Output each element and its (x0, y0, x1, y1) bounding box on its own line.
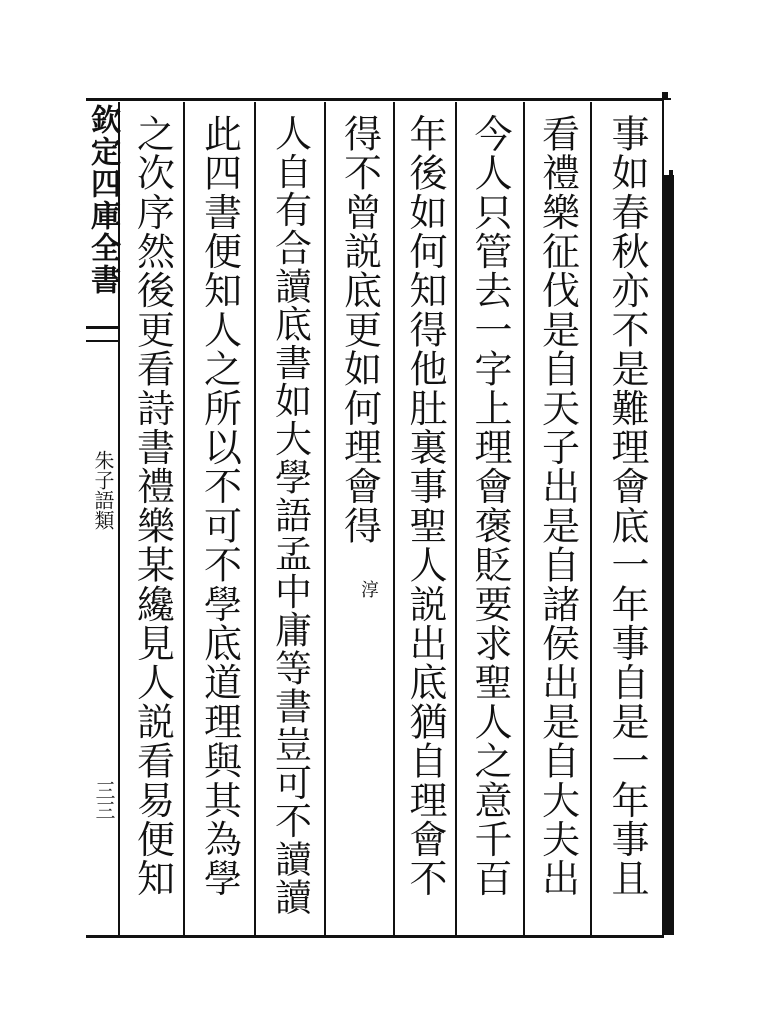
text-column-8 (122, 102, 183, 934)
book-title: 朱子語類 (91, 450, 115, 530)
collection-title: 欽定四庫全書 (85, 104, 120, 296)
column-text: 得不曾説底更如何理會得 (337, 114, 382, 546)
text-column-2 (525, 102, 590, 934)
column-text: 年後如何知得他肚裏事聖人説出底猶自理會不 (403, 114, 447, 898)
text-column-4 (395, 102, 455, 934)
page-number: 三三 (92, 780, 116, 820)
column-text: 看禮樂征伐是自天子出是自諸侯出是自大夫出 (535, 114, 580, 898)
text-column-1 (592, 102, 662, 934)
text-column-6 (256, 102, 324, 934)
text-column-5 (326, 102, 393, 934)
column-text: 事如春秋亦不是難理會底一年事自是一年事且 (605, 114, 649, 898)
column-text: 之次序然後更看詩書禮樂某纔見人説看易便知 (130, 114, 175, 898)
column-text: 此四書便知人之所以不可不學底道理與其為學 (197, 114, 242, 898)
fishtail-mark (86, 326, 120, 342)
column-text: 人自有合讀底書如大學語孟中庸等書豈可不讀讀 (268, 114, 312, 917)
text-column-3 (457, 102, 523, 934)
text-column-7 (185, 102, 254, 934)
attribution-note: 淳 (358, 580, 379, 598)
column-text: 今人只管去一字上理會褒貶要求聖人之意千百 (468, 114, 512, 898)
frame-shadow-bar (664, 175, 674, 935)
